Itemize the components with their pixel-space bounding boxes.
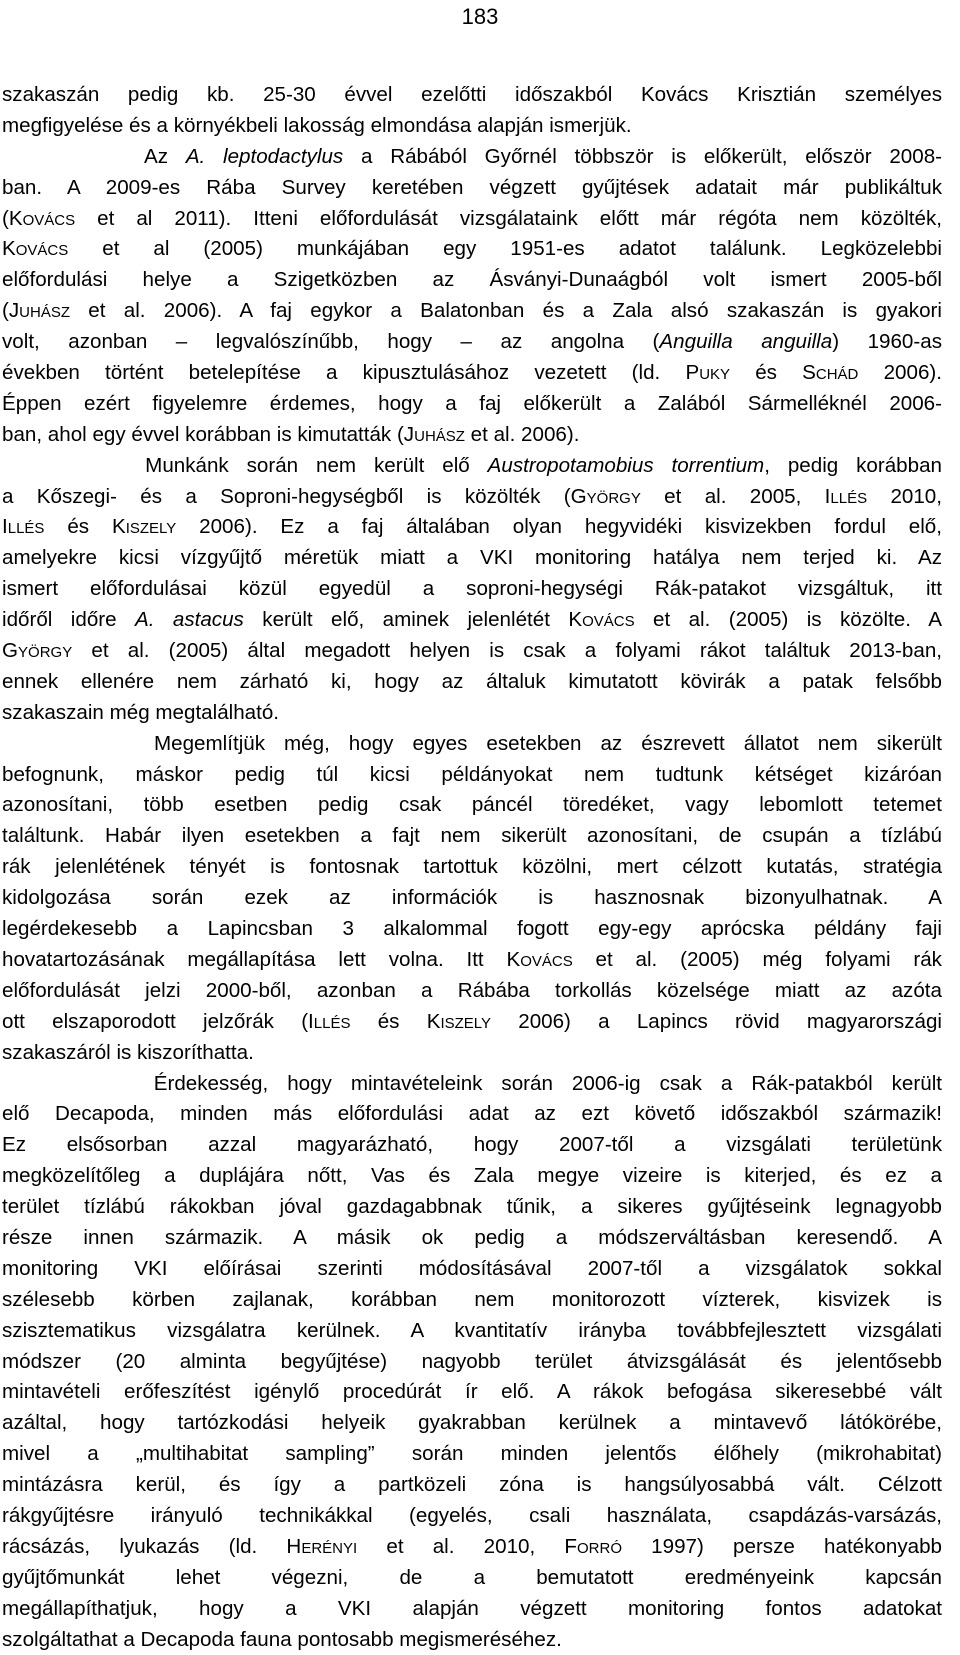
text-line: (KOVÁCS et al 2011). Itteni előfordulását vizsgálataink előtt már régóta nem közölték, bbox=[2, 206, 942, 230]
text-line: megállapíthatjuk, hogy a VKI alapján végzett monitoring fontos adatokat bbox=[2, 1596, 942, 1620]
text-line: módszer (20 alminta begyűjtése) nagyobb terület átvizsgálását és jelentősebb bbox=[2, 1349, 942, 1373]
text-line: előfordulási helye a Szigetközben az Ásványi-Dunaágból volt ismert 2005-ből bbox=[2, 268, 942, 292]
text-line: rákgyűjtésre irányuló technikákkal (egyelés, csali használata, csapdázás-varsázás, bbox=[2, 1503, 942, 1527]
text-line: a Kőszegi- és a Soproni-hegységből is közölték (GYÖRGY et al. 2005, ILLÉS 2010, bbox=[2, 484, 942, 508]
text-line: (JUHÁSZ et al. 2006). A faj egykor a Balatonban és a Zala alsó szakaszán is gyakori bbox=[2, 299, 942, 323]
text-line: találtunk. Habár ilyen esetekben a fajt nem sikerült azonosítani, de csupán a tízlábú bbox=[2, 824, 942, 848]
text-line: szakaszáról is kiszoríthatta. bbox=[2, 1040, 254, 1064]
text-line: KOVÁCS et al (2005) munkájában egy 1951-es adatot találunk. Legközelebbi bbox=[2, 237, 942, 261]
text-line: ILLÉS és KISZELY 2006). Ez a faj általában olyan hegyvidéki kisvizekben fordul elő, bbox=[2, 515, 942, 539]
text-line: befognunk, máskor pedig túl kicsi példányokat nem tudtunk kétséget kizáróan bbox=[2, 762, 942, 786]
text-line: ott elszaporodott jelzőrák (ILLÉS és KISZELY 2006) a Lapincs rövid magyarországi bbox=[2, 1009, 942, 1033]
body-text bbox=[2, 80, 942, 1655]
text-line: szolgáltathat a Decapoda fauna pontosabb megismeréséhez. bbox=[2, 1627, 562, 1651]
text-line: Az A. leptodactylus a Rábából Győrnél többször is előkerült, először 2008- bbox=[2, 144, 943, 168]
text-line: legérdekesebb a Lapincsban 3 alkalommal fogott egy-egy aprócska példány faji bbox=[2, 917, 942, 941]
text-line: terület tízlábú rákokban jóval gazdagabbnak tűnik, a sikeres gyűjtéseink legnagyobb bbox=[2, 1195, 942, 1219]
text-line: mintázásra kerül, és így a partközeli zóna is hangsúlyosabbá vált. Célzott bbox=[2, 1473, 942, 1497]
text-line: szélesebb körben zajlanak, korábban nem monitorozott vízterek, kisvizek is bbox=[2, 1287, 942, 1311]
text-line: amelyekre kicsi vízgyűjtő méretük miatt a VKI monitoring hatálya nem terjed ki. Az bbox=[2, 546, 942, 570]
text-line: szisztematikus vizsgálatra kerülnek. A kvantitatív irányba továbbfejlesztett vizsgálati bbox=[2, 1318, 942, 1342]
text-line: Ez elsősorban azzal magyarázható, hogy 2007-től a vizsgálati területünk bbox=[2, 1133, 942, 1157]
page-number: 183 bbox=[461, 4, 499, 29]
text-line: része innen származik. A másik ok pedig a módszerváltásban keresendő. A bbox=[2, 1225, 942, 1249]
text-line: gyűjtőmunkát lehet végezni, de a bemutatott eredményeink kapcsán bbox=[2, 1565, 942, 1589]
text-line: szakaszán pedig kb. 25-30 évvel ezelőtti időszakból Kovács Krisztián személyes bbox=[2, 83, 942, 106]
text-line: ban. A 2009-es Rába Survey keretében végzett gyűjtések adatait már publikáltuk bbox=[2, 175, 942, 199]
text-line: mintavételi erőfeszítést igénylő procedúrát ír elő. A rákok befogása sikeresebbé vált bbox=[2, 1380, 942, 1404]
text-line: GYÖRGY et al. (2005) által megadott helyen is csak a folyami rákot találtuk 2013-ban, bbox=[2, 639, 942, 663]
text-line: rák jelenlétének tényét is fontosnak tartottuk közölni, mert célzott kutatás, stratégia bbox=[2, 855, 942, 879]
text-line: megfigyelése és a környékbeli lakosság elmondása alapján ismerjük. bbox=[2, 113, 632, 137]
text-line: időről időre A. astacus került elő, aminek jelenlétét KOVÁCS et al. (2005) is közölte. A bbox=[2, 608, 942, 632]
text-line: Éppen ezért figyelemre érdemes, hogy a faj előkerült a Zalából Sármelléknél 2006- bbox=[2, 391, 942, 415]
text-line: azáltal, hogy tartózkodási helyeik gyakrabban kerülnek a mintavevő látókörébe, bbox=[2, 1411, 942, 1435]
text-line: megközelítőleg a duplájára nőtt, Vas és Zala megye vizeire is kiterjed, és ez a bbox=[2, 1164, 942, 1188]
text-line: ismert előfordulásai közül egyedül a soproni-hegységi Rák-patakot vizsgáltuk, itt bbox=[2, 577, 942, 601]
text-line: mivel a „multihabitat sampling” során minden jelentős élőhely (mikrohabitat) bbox=[2, 1442, 942, 1466]
text-line: elő Decapoda, minden más előfordulási adat az ezt követő időszakból származik! bbox=[2, 1102, 942, 1126]
text-line: ban, ahol egy évvel korábban is kimutatták (JUHÁSZ et al. 2006). bbox=[2, 422, 580, 446]
text-line: hovatartozásának megállapítása lett volna. Itt KOVÁCS et al. (2005) még folyami rák bbox=[2, 947, 942, 971]
text-line: Megemlítjük még, hogy egyes esetekben az észrevett állatot nem sikerült bbox=[2, 731, 942, 755]
text-line: kidolgozása során ezek az információk is hasznosnak bizonyulhatnak. A bbox=[2, 886, 942, 910]
text-line: Munkánk során nem került elő Austropotamobius torrentium, pedig korábban bbox=[2, 453, 942, 477]
text-line: szakaszain még megtalálható. bbox=[2, 700, 280, 724]
text-line: azonosítani, több esetben pedig csak páncél töredéket, vagy lebomlott tetemet bbox=[2, 793, 942, 817]
text-line: volt, azonban – legvalószínűbb, hogy – az angolna (Anguilla anguilla) 1960-as bbox=[2, 330, 942, 354]
text-line: monitoring VKI előírásai szerinti módosításával 2007-től a vizsgálatok sokkal bbox=[2, 1256, 942, 1280]
text-line: években történt betelepítése a kipusztulásához vezetett (ld. PUKY és SCHÁD 2006). bbox=[2, 361, 942, 385]
text-line: Érdekesség, hogy mintavételeink során 2006-ig csak a Rák-patakból került bbox=[2, 1071, 942, 1095]
text-line: rácsázás, lyukazás (ld. HERÉNYI et al. 2010, FORRÓ 1997) persze hatékonyabb bbox=[2, 1534, 942, 1558]
text-line: ennek ellenére nem zárható ki, hogy az általuk kimutatott kövirák a patak felsőbb bbox=[2, 669, 942, 693]
text-line: előfordulását jelzi 2000-ből, azonban a Rábába torkollás közelsége miatt az azóta bbox=[2, 978, 942, 1002]
